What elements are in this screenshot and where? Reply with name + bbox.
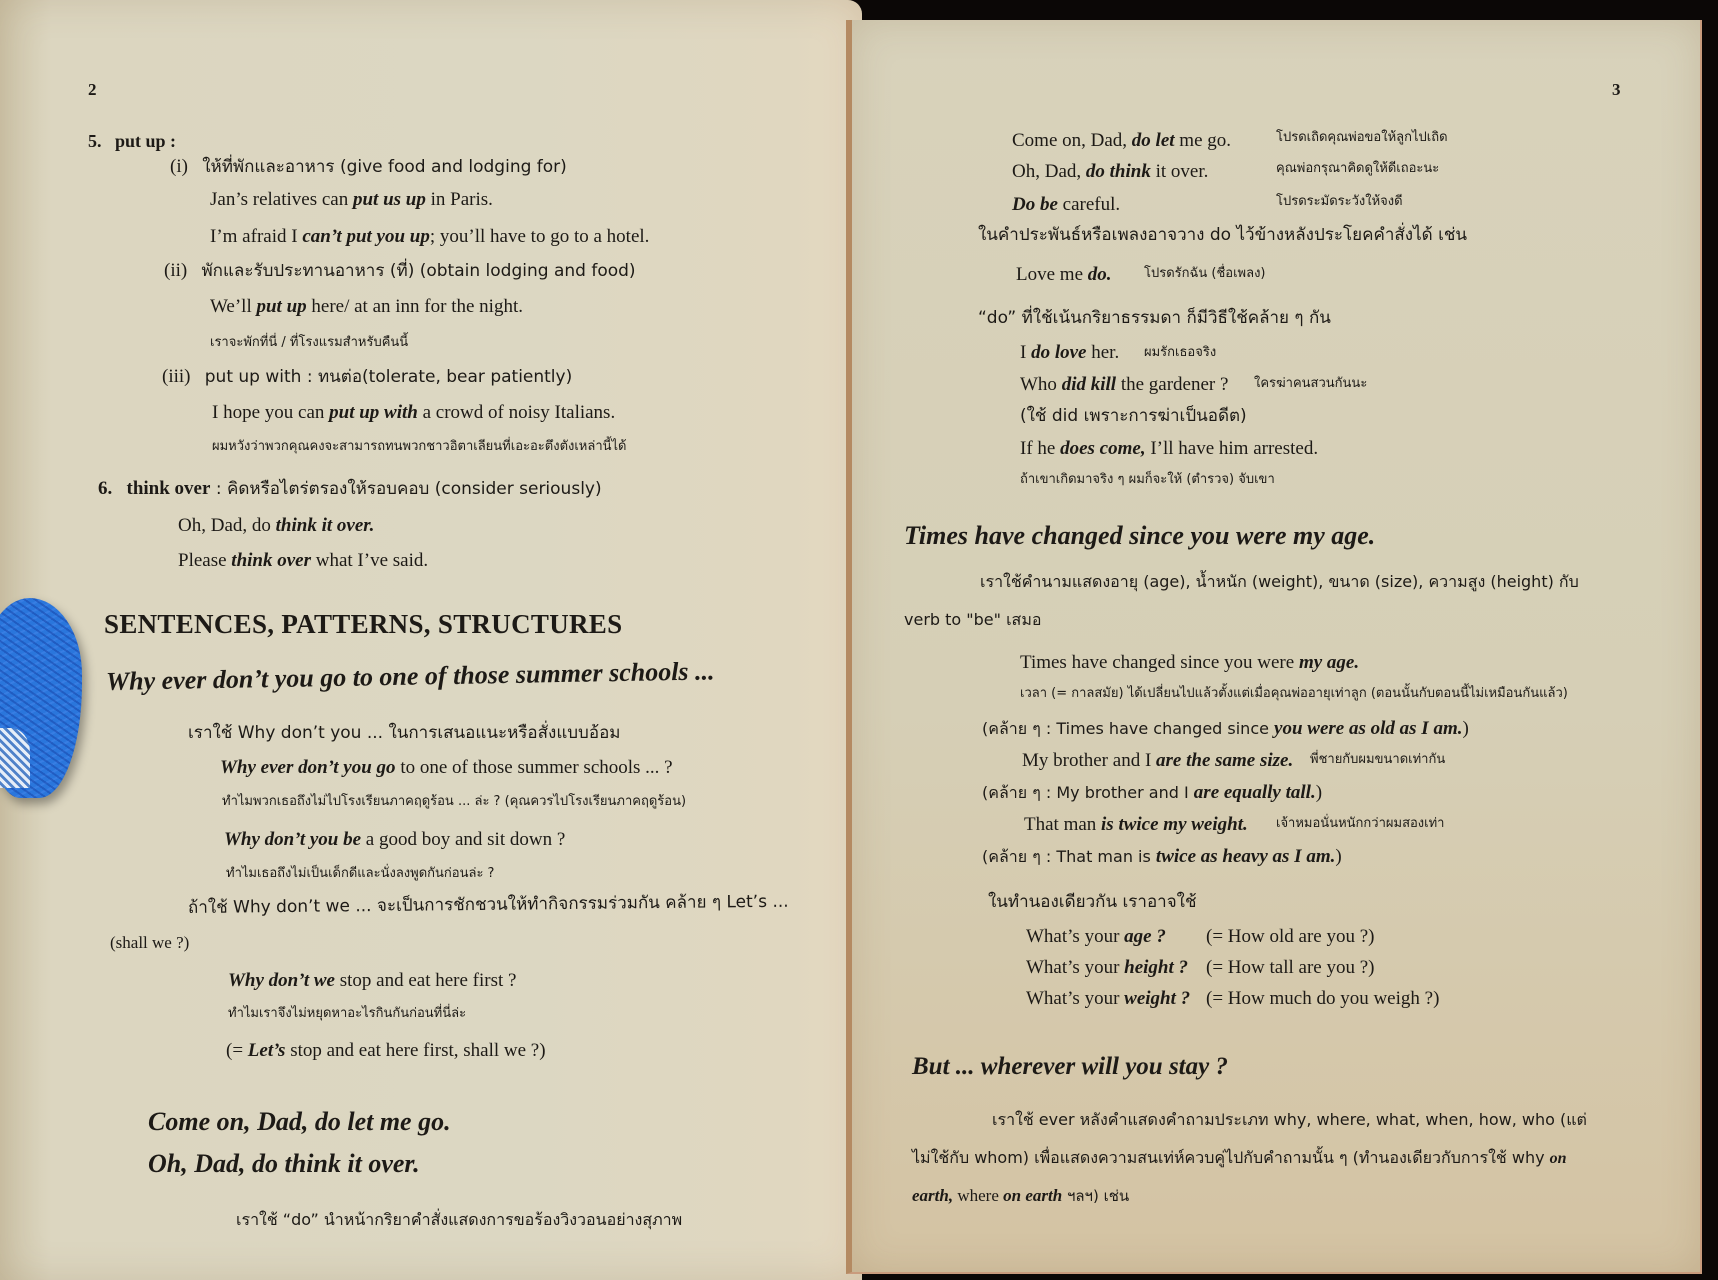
example-text: That man bbox=[1024, 814, 1102, 835]
example-text: what I’ve said. bbox=[311, 550, 429, 571]
example-sentence bbox=[220, 757, 673, 780]
subheading: Come on, Dad, do let me go. bbox=[148, 1107, 451, 1136]
section-heading: SENTENCES, PATTERNS, STRUCTURES bbox=[104, 609, 623, 639]
phrasal-verb-term: put up bbox=[115, 131, 166, 151]
sense-label: (iii) bbox=[162, 366, 191, 387]
subheading: But ... wherever will you stay ? bbox=[912, 1053, 1228, 1080]
thai-translation: เวลา (= กาลสมัย) ได้เปลี่ยนไปแล้วตั้งแต่เมื่อคุณพ่ออายุเท่าลูก (ตอนนั้นกับตอนนี้ไม่เหมือนกันแล้ว) bbox=[1020, 686, 1568, 701]
example-emphasis: think it over. bbox=[275, 515, 375, 536]
thai-translation: โปรดระมัดระวังให้จงดี bbox=[1276, 194, 1403, 209]
example-sentence bbox=[1016, 264, 1112, 287]
example-emphasis: do. bbox=[1087, 264, 1112, 285]
example-text: a good boy and sit down ? bbox=[361, 829, 566, 850]
explanation-text: เราใช้ ever หลังคำแสดงคำถามประเภท why, where, what, when, how, who (แต่ bbox=[992, 1110, 1587, 1129]
blue-rubber-thimble bbox=[0, 598, 82, 798]
thai-translation: โปรดเถิดคุณพ่อขอให้ลูกไปเถิด bbox=[1276, 130, 1448, 145]
sense-label: (ii) bbox=[164, 260, 188, 281]
item-5-heading bbox=[88, 131, 176, 153]
example-text: stop and eat here first, shall we ?) bbox=[285, 1040, 546, 1061]
example-text: We’ll bbox=[210, 296, 257, 317]
example-emphasis: you were as old as I am. bbox=[1274, 718, 1463, 739]
example-text: I bbox=[1020, 342, 1032, 363]
example-emphasis: on earth bbox=[1003, 1186, 1063, 1205]
example-emphasis: twice as heavy as I am. bbox=[1155, 846, 1336, 867]
example-emphasis: put us up bbox=[352, 189, 426, 210]
sense-text: พักและรับประทานอาหาร (ที่) (obtain lodging and food) bbox=[201, 261, 636, 281]
example-text: ) bbox=[1335, 846, 1342, 867]
example-emphasis: did kill bbox=[1061, 374, 1117, 395]
question-example bbox=[1026, 988, 1190, 1011]
example-text: her. bbox=[1086, 342, 1120, 363]
example-sentence bbox=[1020, 342, 1119, 365]
example-text: If he bbox=[1020, 438, 1061, 459]
example-text: ฯลฯ) เช่น bbox=[1062, 1187, 1130, 1205]
example-emphasis: Let’s bbox=[247, 1040, 286, 1061]
phrasal-verb-term: think over bbox=[126, 478, 211, 499]
example-emphasis: do think bbox=[1085, 161, 1151, 182]
example-text: Who bbox=[1020, 374, 1062, 395]
similar-example bbox=[982, 718, 1469, 741]
subheading: Oh, Dad, do think it over. bbox=[148, 1149, 420, 1178]
example-sentence bbox=[1022, 750, 1293, 773]
example-emphasis: can’t put you up bbox=[302, 226, 430, 247]
example-text: What’s your bbox=[1026, 926, 1125, 947]
explanation-text-continued bbox=[912, 1148, 1567, 1168]
example-sentence bbox=[228, 970, 516, 993]
example-text: here/ at an inn for the night. bbox=[306, 296, 523, 317]
subheading: Why ever don’t you go to one of those summer schools ... bbox=[105, 656, 715, 696]
example-emphasis: do let bbox=[1131, 130, 1175, 151]
example-sentence bbox=[210, 189, 493, 212]
example-text: I hope you can bbox=[212, 402, 330, 423]
explanation-text-continued: verb to "be" เสมอ bbox=[904, 610, 1042, 629]
example-emphasis: on bbox=[1549, 1150, 1567, 1167]
explanation-text: เราใช้คำนามแสดงอายุ (age), น้ำหนัก (weight), ขนาด (size), ความสูง (height) กับ bbox=[980, 572, 1579, 591]
example-emphasis: Why ever don’t you go bbox=[220, 757, 396, 778]
example-emphasis: earth, bbox=[912, 1186, 954, 1205]
similar-example bbox=[982, 846, 1342, 869]
example-text: Oh, Dad, do bbox=[178, 515, 276, 536]
example-text: I’m afraid I bbox=[210, 226, 303, 247]
example-sentence bbox=[1012, 194, 1120, 217]
sense-ii-definition bbox=[164, 260, 636, 283]
example-text: me go. bbox=[1174, 130, 1232, 151]
thai-translation: ทำไมเราจึงไม่หยุดหาอะไรกินกันก่อนที่นี่ล่ะ bbox=[228, 1006, 467, 1021]
example-text: the gardener ? bbox=[1116, 374, 1229, 395]
example-text: ไม่ใช้กับ whom) เพื่อแสดงความสนเท่ห์ควบคู่ไปกับคำถามนั้น ๆ (ทำนองเดียวกับการใช้ why bbox=[912, 1148, 1550, 1167]
note-text: (ใช้ did เพราะการฆ่าเป็นอดีต) bbox=[1020, 406, 1247, 426]
explanation-text: เราใช้ “do” นำหน้ากริยาคำสั่งแสดงการขอร้องวิงวอนอย่างสุภาพ bbox=[236, 1210, 683, 1229]
explanation-text: เราใช้ Why don’t you ... ในการเสนอแนะหรือสั่งแบบอ้อม bbox=[188, 723, 621, 743]
subheading: Times have changed since you were my age. bbox=[904, 521, 1376, 550]
example-emphasis: think over bbox=[231, 550, 311, 571]
example-sentence bbox=[210, 296, 523, 319]
example-text: where bbox=[953, 1186, 1004, 1205]
example-sentence bbox=[1024, 814, 1248, 837]
example-text: in Paris. bbox=[425, 189, 493, 210]
sense-iii-definition bbox=[162, 366, 572, 389]
example-sentence bbox=[1020, 374, 1228, 397]
example-emphasis: are the same size. bbox=[1156, 750, 1294, 771]
example-emphasis: do love bbox=[1031, 342, 1087, 363]
explanation-text-continued bbox=[912, 1186, 1129, 1206]
sense-text: ให้ที่พักและอาหาร (give food and lodging for) bbox=[202, 157, 567, 177]
example-text: Jan’s relatives can bbox=[210, 189, 353, 210]
example-text: My brother and I bbox=[1022, 750, 1157, 771]
explanation-text-continued: (shall we ?) bbox=[110, 933, 190, 952]
thai-translation: ถ้าเขาเกิดมาจริง ๆ ผมก็จะให้ (ตำรวจ) จับเขา bbox=[1020, 472, 1275, 487]
page-number: 2 bbox=[88, 80, 97, 99]
explanation-text: ในทำนองเดียวกัน เราอาจใช้ bbox=[988, 892, 1197, 912]
example-sentence bbox=[1020, 652, 1359, 675]
colon: : bbox=[170, 131, 177, 151]
example-equivalent bbox=[226, 1040, 546, 1063]
example-text: (= bbox=[226, 1040, 248, 1061]
item-number: 5. bbox=[88, 131, 102, 151]
example-emphasis: is twice my weight. bbox=[1101, 814, 1248, 835]
example-text: careful. bbox=[1057, 194, 1121, 215]
example-emphasis: Do be bbox=[1012, 194, 1058, 215]
thai-translation: คุณพ่อกรุณาคิดดูให้ดีเถอะนะ bbox=[1276, 161, 1440, 176]
example-emphasis: put up with bbox=[329, 402, 418, 423]
example-text: to one of those summer schools ... ? bbox=[395, 757, 673, 778]
thai-translation: โปรดรักฉัน (ชื่อเพลง) bbox=[1144, 266, 1266, 281]
example-text: ; you’ll have to go to a hotel. bbox=[429, 226, 650, 247]
example-sentence bbox=[178, 550, 428, 573]
example-text: (คล้าย ๆ : My brother and I bbox=[982, 783, 1194, 802]
sense-label: (i) bbox=[170, 156, 188, 177]
thai-translation: ผมรักเธอจริง bbox=[1144, 345, 1217, 360]
sense-text: put up with : ทนต่อ(tolerate, bear patiently) bbox=[204, 367, 573, 387]
question-equivalent: (= How much do you weigh ?) bbox=[1206, 988, 1440, 1009]
right-page bbox=[846, 20, 1702, 1274]
example-text: Please bbox=[178, 550, 232, 571]
question-equivalent: (= How old are you ?) bbox=[1206, 926, 1375, 947]
similar-example bbox=[982, 782, 1322, 805]
explanation-text: ถ้าใช้ Why don’t we ... จะเป็นการชักชวนให้ทำกิจกรรมร่วมกัน คล้าย ๆ Let’s ... bbox=[187, 891, 789, 918]
page-number: 3 bbox=[1612, 80, 1621, 99]
question-example bbox=[1026, 957, 1188, 980]
question-equivalent: (= How tall are you ?) bbox=[1206, 957, 1375, 978]
example-emphasis: my age. bbox=[1298, 652, 1360, 673]
example-text: ) bbox=[1315, 782, 1323, 803]
example-text: stop and eat here first ? bbox=[334, 970, 517, 991]
example-text: Love me bbox=[1016, 264, 1088, 285]
explanation-text: ในคำประพันธ์หรือเพลงอาจวาง do ไว้ข้างหลังประโยคคำสั่งได้ เช่น bbox=[978, 225, 1468, 245]
question-example bbox=[1026, 926, 1166, 949]
example-sentence bbox=[224, 829, 565, 852]
example-sentence bbox=[212, 402, 615, 425]
example-sentence bbox=[210, 226, 649, 249]
example-text: (คล้าย ๆ : That man is bbox=[982, 847, 1156, 866]
example-emphasis: height ? bbox=[1124, 957, 1189, 978]
thai-translation: ใครฆ่าคนสวนกันนะ bbox=[1254, 376, 1368, 391]
example-text: Oh, Dad, bbox=[1012, 161, 1086, 182]
example-emphasis: age ? bbox=[1124, 926, 1166, 947]
example-emphasis: are equally tall. bbox=[1193, 782, 1316, 803]
example-text: Times have changed since you were bbox=[1020, 652, 1299, 673]
term-definition: : คิดหรือไตร่ตรองให้รอบคอบ (consider seriously) bbox=[210, 479, 602, 499]
example-emphasis: does come, bbox=[1060, 438, 1146, 459]
thai-translation: พี่ชายกับผมขนาดเท่ากัน bbox=[1310, 752, 1446, 767]
thai-translation: ทำไมพวกเธอถึงไม่ไปโรงเรียนภาคฤดูร้อน ... ล่ะ ? (คุณควรไปโรงเรียนภาคฤดูร้อน) bbox=[222, 794, 687, 809]
example-text: I’ll have him arrested. bbox=[1145, 438, 1319, 459]
example-emphasis: weight ? bbox=[1124, 988, 1191, 1009]
example-text: Come on, Dad, bbox=[1012, 130, 1132, 151]
example-text: What’s your bbox=[1026, 988, 1125, 1009]
example-sentence bbox=[1012, 130, 1231, 153]
explanation-text: “do” ที่ใช้เน้นกริยาธรรมดา ก็มีวิธีใช้คล้าย ๆ กัน bbox=[978, 308, 1331, 328]
example-text: ) bbox=[1462, 718, 1469, 739]
thai-translation: ผมหวังว่าพวกคุณคงจะสามารถทนพวกชาวอิตาเลียนที่เอะอะตึงตังเหล่านี้ได้ bbox=[212, 439, 627, 454]
example-text: a crowd of noisy Italians. bbox=[417, 402, 616, 423]
thai-translation: เจ้าหมอนั่นหนักกว่าผมสองเท่า bbox=[1276, 816, 1445, 831]
example-emphasis: Why don’t we bbox=[228, 970, 335, 991]
item-6-heading bbox=[98, 478, 602, 501]
example-sentence bbox=[1012, 161, 1208, 184]
example-text: What’s your bbox=[1026, 957, 1125, 978]
example-emphasis: put up bbox=[256, 296, 307, 317]
example-emphasis: Why don’t you be bbox=[224, 829, 362, 850]
example-text: (คล้าย ๆ : Times have changed since bbox=[982, 719, 1275, 738]
sense-i-definition bbox=[170, 156, 567, 179]
item-number: 6. bbox=[98, 478, 113, 499]
example-sentence bbox=[1020, 438, 1318, 461]
thai-translation: เราจะพักที่นี่ / ที่โรงแรมสำหรับคืนนี้ bbox=[210, 335, 409, 350]
example-text: it over. bbox=[1150, 161, 1209, 182]
example-sentence bbox=[178, 515, 374, 538]
thai-translation: ทำไมเธอถึงไม่เป็นเด็กดีและนั่งลงพูดกันก่อนล่ะ ? bbox=[226, 866, 495, 881]
